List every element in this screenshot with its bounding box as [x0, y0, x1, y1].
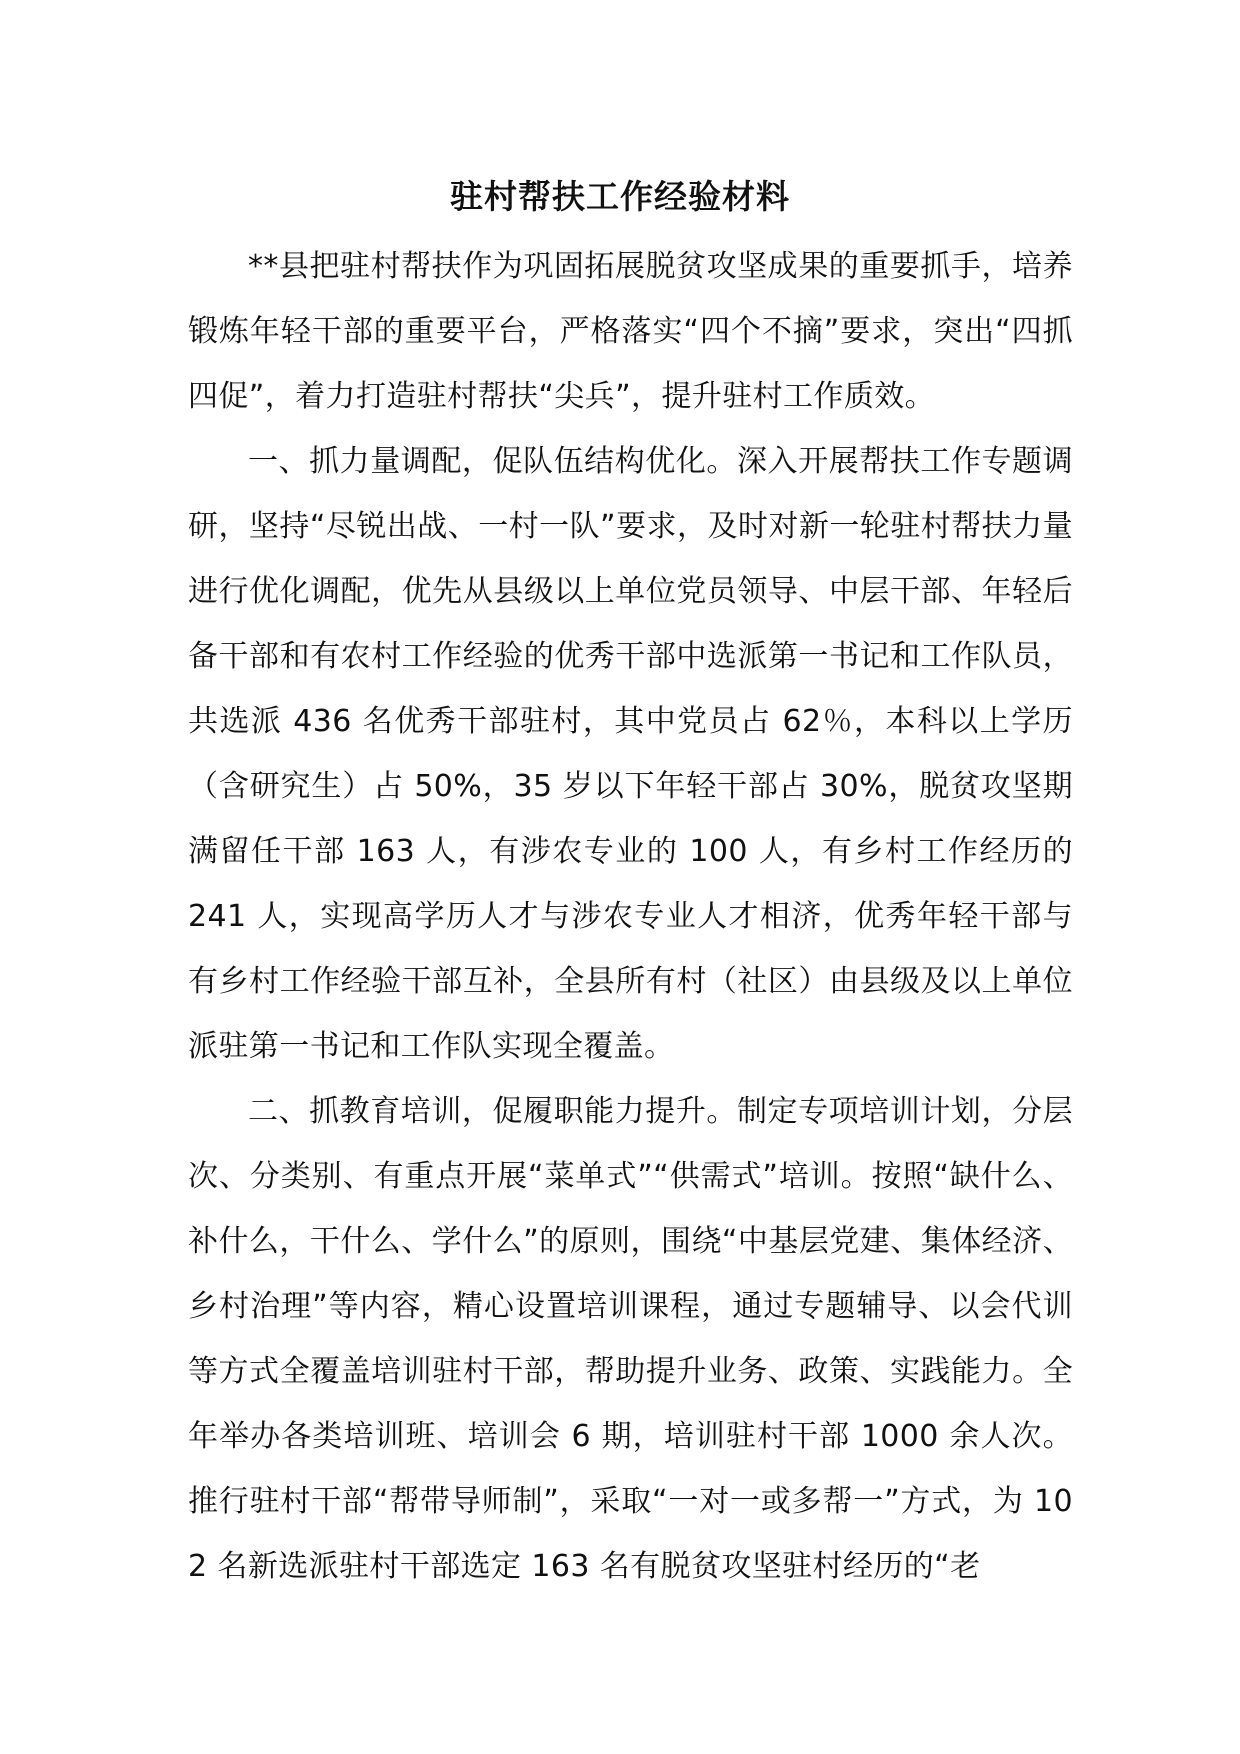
- paragraph-section-two: 二、抓教育培训，促履职能力提升。制定专项培训计划，分层次、分类别、有重点开展“菜单式”“供需式”培训。按照“缺什么、补什么，干什么、学什么”的原则，围绕“中基层党建、集体经济、乡村治理”等内容，精心设置培训课程，通过专题辅导、以会代训等方式全覆盖培训驻村干部，帮助提升业务、政策、实践能力。全年举办各类培训班、培训会 6 期，培训驻村干部 1000 余人次。推行驻村干部“帮带导师制”，采取“一对一或多帮一”方式，为 102 名新选派驻村干部选定 163 名有脱贫攻坚驻村经历的“老: [188, 1094, 1073, 1584]
- paragraph-section-one: 一、抓力量调配，促队伍结构优化。深入开展帮扶工作专题调研，坚持“尽锐出战、一村一队”要求，及时对新一轮驻村帮扶力量进行优化调配，优先从县级以上单位党员领导、中层干部、年轻后备干部和有农村工作经验的优秀干部中选派第一书记和工作队员，共选派 436 名优秀干部驻村，其中党员占 62％，本科以上学历（含研究生）占 50%，35 岁以下年轻干部占 30%，脱贫攻坚期满留任干部 163 人，有涉农专业的 100 人，有乡村工作经历的 241 人，实现高学历人才与涉农专业人才相济，优秀年轻干部与有乡村工作经验干部互补，全县所有村（社区）由县级及以上单位派驻第一书记和工作队实现全覆盖。: [188, 444, 1073, 1064]
- document-body: [188, 234, 1073, 1599]
- document-title: 驻村帮扶工作经验材料: [450, 177, 790, 216]
- paragraph-intro: **县把驻村帮扶作为巩固拓展脱贫攻坚成果的重要抓手，培养锻炼年轻干部的重要平台，严格落实“四个不摘”要求，突出“四抓四促”，着力打造驻村帮扶“尖兵”，提升驻村工作质效。: [188, 249, 1073, 414]
